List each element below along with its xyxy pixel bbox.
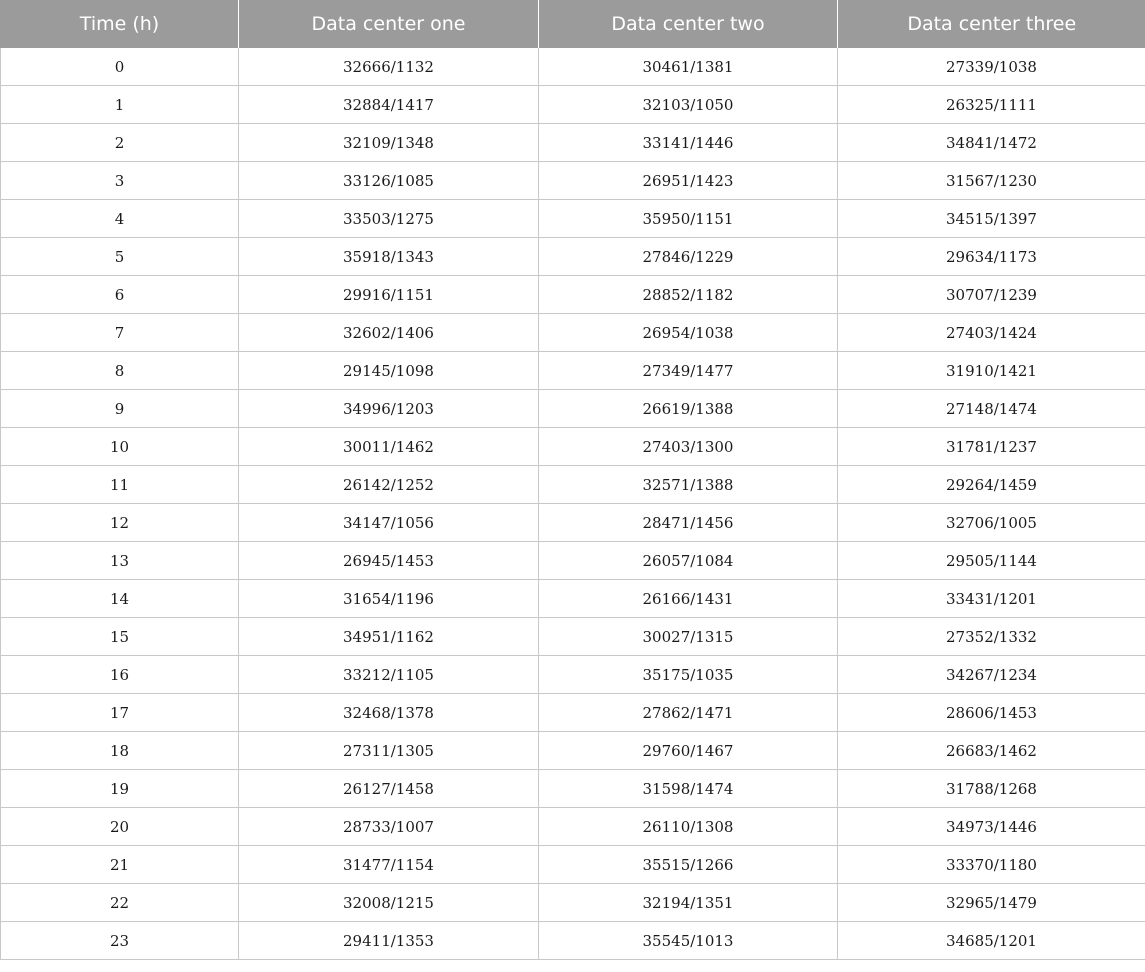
cell-data-center-three: 27339/1038: [838, 48, 1145, 86]
cell-data-center-one: 33212/1105: [239, 656, 539, 694]
cell-data-center-three: 27352/1332: [838, 618, 1145, 656]
cell-time: 21: [1, 846, 239, 884]
cell-data-center-one: 33503/1275: [239, 200, 539, 238]
header-row: [1, 0, 1145, 48]
cell-time: 3: [1, 162, 239, 200]
table-row: [1, 580, 1145, 618]
table-row: [1, 504, 1145, 542]
cell-data-center-two: 26110/1308: [539, 808, 838, 846]
cell-data-center-one: 31654/1196: [239, 580, 539, 618]
cell-data-center-three: 31567/1230: [838, 162, 1145, 200]
cell-time: 11: [1, 466, 239, 504]
cell-data-center-two: 29760/1467: [539, 732, 838, 770]
table-row: [1, 428, 1145, 466]
cell-data-center-three: 33370/1180: [838, 846, 1145, 884]
cell-data-center-two: 35545/1013: [539, 922, 838, 960]
cell-data-center-two: 26057/1084: [539, 542, 838, 580]
table-row: [1, 276, 1145, 314]
header-data-center-two: Data center two: [539, 0, 838, 48]
cell-data-center-two: 27349/1477: [539, 352, 838, 390]
cell-time: 1: [1, 86, 239, 124]
cell-time: 2: [1, 124, 239, 162]
cell-data-center-one: 29145/1098: [239, 352, 539, 390]
cell-data-center-one: 26142/1252: [239, 466, 539, 504]
cell-data-center-two: 28471/1456: [539, 504, 838, 542]
cell-data-center-two: 31598/1474: [539, 770, 838, 808]
cell-data-center-two: 26954/1038: [539, 314, 838, 352]
table-row: [1, 390, 1145, 428]
cell-time: 18: [1, 732, 239, 770]
table-row: [1, 86, 1145, 124]
table-row: [1, 124, 1145, 162]
table-row: [1, 314, 1145, 352]
cell-data-center-two: 32194/1351: [539, 884, 838, 922]
cell-data-center-one: 32109/1348: [239, 124, 539, 162]
cell-time: 15: [1, 618, 239, 656]
cell-time: 22: [1, 884, 239, 922]
table-row: [1, 922, 1145, 960]
cell-data-center-three: 32706/1005: [838, 504, 1145, 542]
cell-data-center-three: 34685/1201: [838, 922, 1145, 960]
cell-data-center-two: 27403/1300: [539, 428, 838, 466]
cell-data-center-one: 34147/1056: [239, 504, 539, 542]
cell-time: 4: [1, 200, 239, 238]
table-body: [1, 48, 1145, 960]
table-row: [1, 694, 1145, 732]
cell-data-center-three: 30707/1239: [838, 276, 1145, 314]
cell-time: 5: [1, 238, 239, 276]
table-row: [1, 466, 1145, 504]
cell-data-center-three: 34515/1397: [838, 200, 1145, 238]
header-data-center-three: Data center three: [838, 0, 1145, 48]
cell-data-center-three: 28606/1453: [838, 694, 1145, 732]
cell-data-center-three: 34267/1234: [838, 656, 1145, 694]
cell-data-center-three: 31788/1268: [838, 770, 1145, 808]
cell-data-center-one: 33126/1085: [239, 162, 539, 200]
cell-time: 6: [1, 276, 239, 314]
cell-data-center-one: 26127/1458: [239, 770, 539, 808]
cell-time: 0: [1, 48, 239, 86]
cell-data-center-three: 26325/1111: [838, 86, 1145, 124]
table-row: [1, 656, 1145, 694]
table-header: [1, 0, 1145, 48]
cell-data-center-three: 32965/1479: [838, 884, 1145, 922]
cell-data-center-two: 32103/1050: [539, 86, 838, 124]
cell-data-center-one: 28733/1007: [239, 808, 539, 846]
header-time: Time (h): [1, 0, 239, 48]
cell-data-center-three: 29634/1173: [838, 238, 1145, 276]
cell-data-center-one: 35918/1343: [239, 238, 539, 276]
cell-data-center-two: 32571/1388: [539, 466, 838, 504]
cell-data-center-three: 27403/1424: [838, 314, 1145, 352]
table-row: [1, 238, 1145, 276]
cell-data-center-one: 31477/1154: [239, 846, 539, 884]
cell-time: 20: [1, 808, 239, 846]
cell-data-center-one: 30011/1462: [239, 428, 539, 466]
table-row: [1, 352, 1145, 390]
table-row: [1, 48, 1145, 86]
cell-data-center-two: 33141/1446: [539, 124, 838, 162]
cell-time: 12: [1, 504, 239, 542]
cell-data-center-one: 29916/1151: [239, 276, 539, 314]
cell-data-center-two: 26619/1388: [539, 390, 838, 428]
cell-data-center-one: 32666/1132: [239, 48, 539, 86]
cell-time: 19: [1, 770, 239, 808]
cell-data-center-one: 32884/1417: [239, 86, 539, 124]
cell-time: 16: [1, 656, 239, 694]
table-row: [1, 808, 1145, 846]
header-data-center-one: Data center one: [239, 0, 539, 48]
cell-data-center-three: 33431/1201: [838, 580, 1145, 618]
table-row: [1, 200, 1145, 238]
cell-data-center-one: 34951/1162: [239, 618, 539, 656]
cell-data-center-two: 35950/1151: [539, 200, 838, 238]
cell-data-center-three: 29505/1144: [838, 542, 1145, 580]
cell-data-center-three: 26683/1462: [838, 732, 1145, 770]
cell-time: 7: [1, 314, 239, 352]
table-row: [1, 732, 1145, 770]
cell-data-center-two: 35175/1035: [539, 656, 838, 694]
cell-data-center-three: 31781/1237: [838, 428, 1145, 466]
cell-time: 23: [1, 922, 239, 960]
cell-data-center-one: 34996/1203: [239, 390, 539, 428]
cell-data-center-three: 34973/1446: [838, 808, 1145, 846]
cell-time: 9: [1, 390, 239, 428]
cell-time: 17: [1, 694, 239, 732]
cell-data-center-two: 30027/1315: [539, 618, 838, 656]
cell-data-center-three: 31910/1421: [838, 352, 1145, 390]
table-row: [1, 618, 1145, 656]
cell-data-center-one: 32602/1406: [239, 314, 539, 352]
cell-data-center-one: 32468/1378: [239, 694, 539, 732]
table-row: [1, 884, 1145, 922]
cell-time: 10: [1, 428, 239, 466]
cell-time: 13: [1, 542, 239, 580]
cell-data-center-two: 26951/1423: [539, 162, 838, 200]
table-row: [1, 846, 1145, 884]
cell-data-center-three: 27148/1474: [838, 390, 1145, 428]
cell-data-center-two: 28852/1182: [539, 276, 838, 314]
table-row: [1, 542, 1145, 580]
cell-data-center-one: 29411/1353: [239, 922, 539, 960]
cell-data-center-two: 27862/1471: [539, 694, 838, 732]
cell-time: 14: [1, 580, 239, 618]
cell-time: 8: [1, 352, 239, 390]
table-row: [1, 770, 1145, 808]
cell-data-center-one: 26945/1453: [239, 542, 539, 580]
cell-data-center-two: 30461/1381: [539, 48, 838, 86]
cell-data-center-one: 27311/1305: [239, 732, 539, 770]
cell-data-center-one: 32008/1215: [239, 884, 539, 922]
cell-data-center-three: 29264/1459: [838, 466, 1145, 504]
cell-data-center-two: 26166/1431: [539, 580, 838, 618]
cell-data-center-two: 27846/1229: [539, 238, 838, 276]
table-row: [1, 162, 1145, 200]
cell-data-center-three: 34841/1472: [838, 124, 1145, 162]
cell-data-center-two: 35515/1266: [539, 846, 838, 884]
